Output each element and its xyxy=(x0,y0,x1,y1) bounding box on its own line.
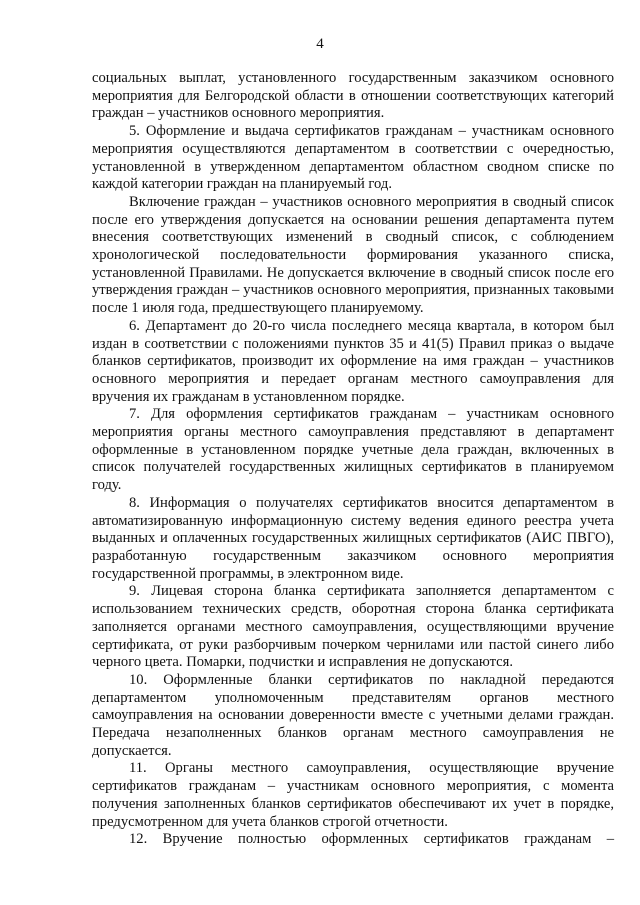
paragraph-item-9: 9. Лицевая сторона бланка сертификата заполняется департаментом с использованием технических средств, оборотная сторона бланка сертификата заполняется органами местного самоуправления, осуществляющими вручение сертификата, от руки разборчивым почерком чернилами или пастой синего либо черного цвета. Помарки, подчистки и исправления не допускаются. xyxy=(92,583,614,671)
paragraph-item-11: 11. Органы местного самоуправления, осуществляющие вручение сертификатов гражданам – участникам основного мероприятия, с момента получения заполненных бланков сертификатов обеспечивают их учет в порядке, предусмотренном для учета бланков строгой отчетности. xyxy=(92,760,614,830)
paragraph-item-5: 5. Оформление и выдача сертификатов гражданам – участникам основного мероприятия осуществляются департаментом в соответствии с очередностью, установленной в утвержденном департаментом областном сводном списке по каждой категории граждан на планируемый год. xyxy=(92,123,614,193)
paragraph-item-7: 7. Для оформления сертификатов гражданам – участникам основного мероприятия органы местного самоуправления представляют в департамент оформленные в установленном порядке учетные дела граждан, включенных в список получателей государственных жилищных сертификатов в планируемом году. xyxy=(92,406,614,494)
paragraph-item-8: 8. Информация о получателях сертификатов вносится департаментом в автоматизированную информационную систему ведения единого реестра учета выданных и оплаченных государственных жилищных сертификатов (АИС ПВГО), разработанную государственным заказчиком основного мероприятия государственной программы, в электронном виде. xyxy=(92,494,614,582)
page-number: 4 xyxy=(316,36,324,52)
paragraph-item-12: 12. Вручение полностью оформленных сертификатов гражданам – xyxy=(129,831,614,848)
paragraph-item-6: 6. Департамент до 20-го числа последнего месяца квартала, в котором был издан в соответствии с положениями пунктов 35 и 41(5) Правил приказ о выдаче бланков сертификатов, производит их оформление на имя граждан – участников основного мероприятия и передает органам местного самоуправления для вручения их гражданам в установленном порядке. xyxy=(92,317,614,405)
paragraph-inclusion: Включение граждан – участников основного мероприятия в сводный список после его утверждения допускается на основании решения департамента путем внесения соответствующих изменений в сводный список, с соблюдением хронологической последовательности формирования указанного списка, установленной Правилами. Не допускается включение в сводный список после его утверждения граждан – участников основного мероприятия, признанных таковыми после 1 июля года, предшествующего планируемому. xyxy=(92,193,614,317)
document-body xyxy=(92,70,614,849)
paragraph-item-10: 10. Оформленные бланки сертификатов по накладной передаются департаментом уполномоченным представителям органов местного самоуправления на основании доверенности вместе с учетными делами граждан. Передача незаполненных бланков органам местного самоуправления не допускается. xyxy=(92,671,614,759)
paragraph-continuation: социальных выплат, установленного государственным заказчиком основного мероприятия для Белгородской области в отношении соответствующих категорий граждан – участников основного мероприятия. xyxy=(92,70,614,122)
